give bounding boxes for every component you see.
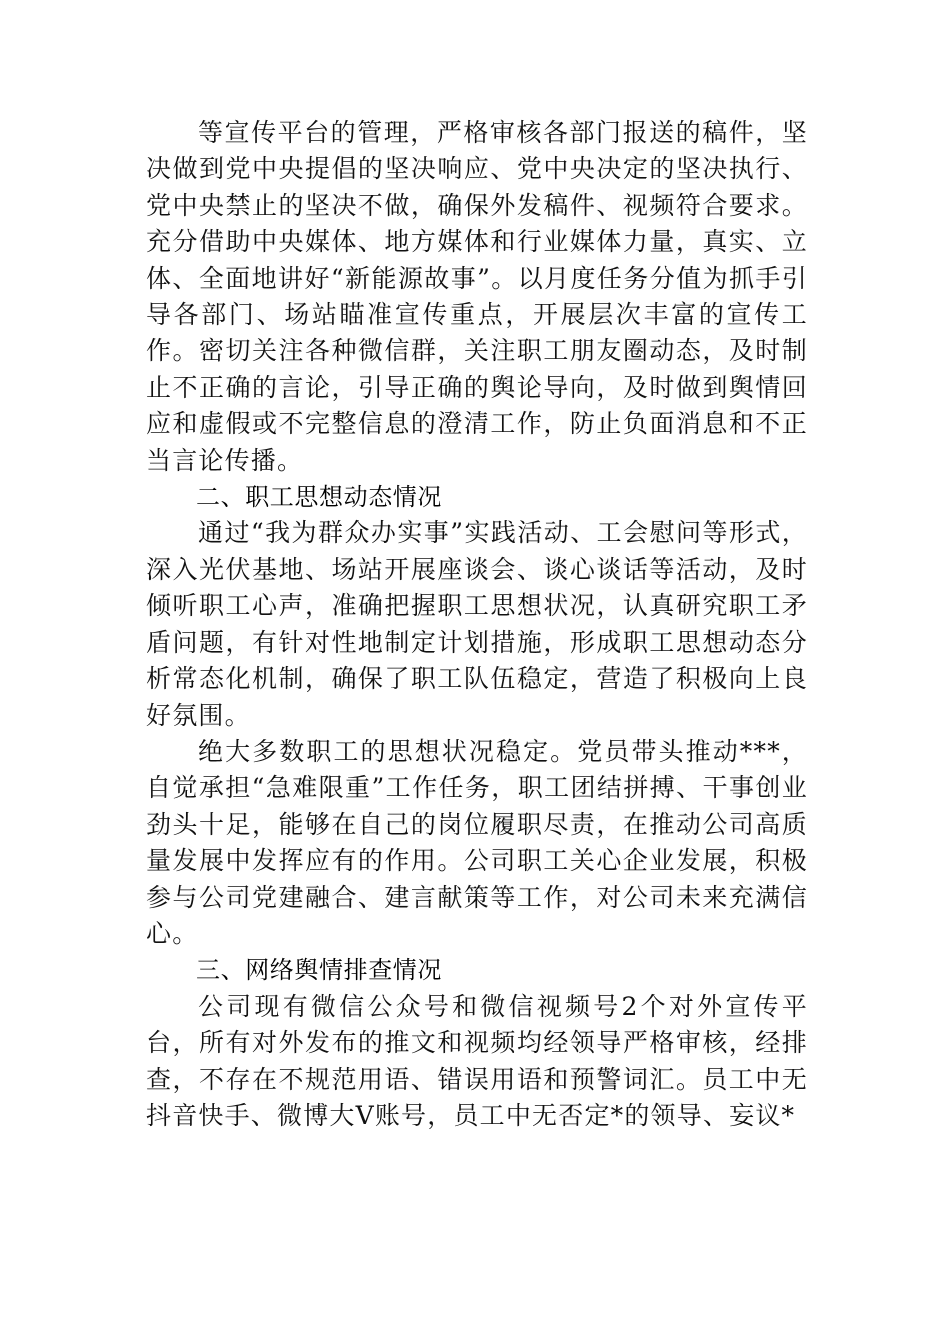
paragraph-staff-stability: 绝大多数职工的思想状况稳定。党员带头推动***，自觉承担“急难限重”工作任务，职工团结拼搏、干事创业劲头十足，能够在自己的岗位履职尽责，在推动公司高质量发展中发挥应有的作用。公司职工关心企业发展，积极参与公司党建融合、建言献策等工作，对公司未来充满信心。 [146,736,808,948]
section-heading-2: 二、职工思想动态情况 [196,483,442,512]
paragraph-online-opinion: 公司现有微信公众号和微信视频号2个对外宣传平台，所有对外发布的推文和视频均经领导严格审核，经排查，不存在不规范用语、错误用语和预警词汇。员工中无抖音快手、微博大V账号，员工中无否定*的领导、妄议* [146,991,808,1130]
section-heading-3: 三、网络舆情排查情况 [196,956,442,985]
paragraph-propaganda-management: 等宣传平台的管理，严格审核各部门报送的稿件，坚决做到党中央提倡的坚决响应、党中央决定的坚决执行、党中央禁止的坚决不做，确保外发稿件、视频符合要求。充分借助中央媒体、地方媒体和行业媒体力量，真实、立体、全面地讲好“新能源故事”。以月度任务分值为抓手引导各部门、场站瞄准宣传重点，开展层次丰富的宣传工作。密切关注各种微信群，关注职工朋友圈动态，及时制止不正确的言论，引导正确的舆论导向，及时做到舆情回应和虚假或不完整信息的澄清工作，防止负面消息和不正当言论传播。 [146,118,808,475]
paragraph-staff-thoughts: 通过“我为群众办实事”实践活动、工会慰问等形式，深入光伏基地、场站开展座谈会、谈心谈话等活动，及时倾听职工心声，准确把握职工思想状况，认真研究职工矛盾问题，有针对性地制定计划措施，形成职工思想动态分析常态化机制，确保了职工队伍稳定，营造了积极向上良好氛围。 [146,518,808,730]
document-body [146,115,808,1134]
